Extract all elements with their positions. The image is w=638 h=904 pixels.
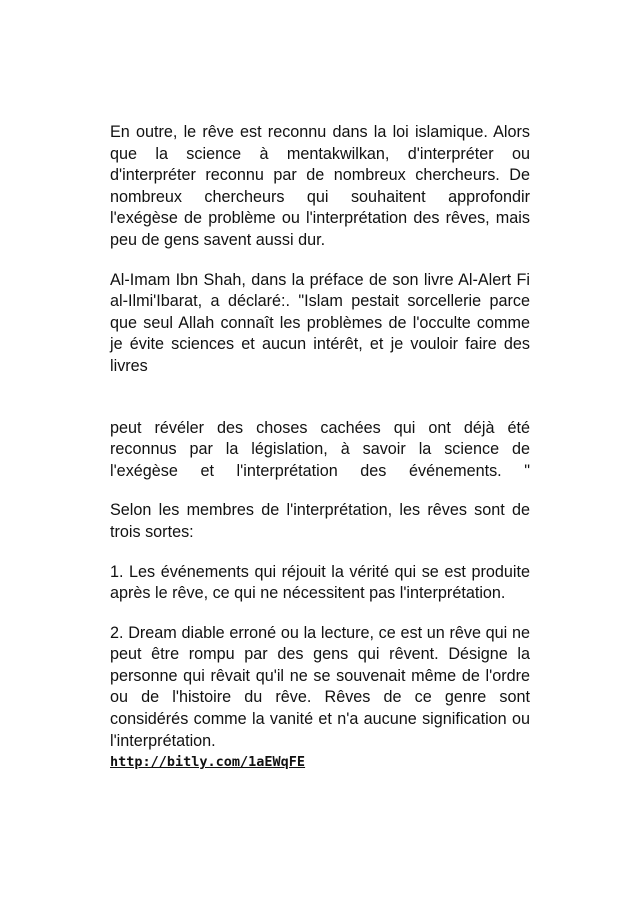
paragraph-type-two: 2. Dream diable erroné ou la lecture, ce est un rêve qui ne peut être rompu par des gens qui rêvent. Désigne la personne qui rêvait qu'il ne se souvenait même de l'ordre ou de l'histoire du rêve. Rêves de ce genre sont considérés comme la vanité et n'a aucune signification ou l'interprétation.	[110, 623, 530, 750]
paragraph-quote-continued: peut révéler des choses cachées qui ont déjà été reconnus par la législation, à savoir la science de l'exégèse et l'interprétation des événements. "	[110, 418, 530, 480]
paragraph-intro: En outre, le rêve est reconnu dans la loi islamique. Alors que la science à mentakwilkan, d'interpréter ou d'interpréter reconnu par de nombreux chercheurs. De nombreux chercheurs qui souhaitent approfondir l'exégèse de problème ou l'interprétation des rêves, mais peu de gens savent aussi dur.	[110, 123, 530, 249]
paragraph-type-one: 1. Les événements qui réjouit la vérité qui se est produite après le rêve, ce qui ne nécessitent pas l'interprétation.	[110, 562, 530, 603]
document-page	[110, 122, 530, 771]
source-link[interactable]: http://bitly.com/1aEWqFE	[110, 754, 306, 771]
paragraph-imam-quote: Al-Imam Ibn Shah, dans la préface de son livre Al-Alert Fi al-Ilmi'Ibarat, a déclaré:. "Islam pestait sorcellerie parce que seul Allah connaît les problèmes de l'occulte comme je évite sciences et aucun intérêt, et je vouloir faire des livres	[110, 270, 530, 375]
paragraph-types-intro: Selon les membres de l'interprétation, les rêves sont de trois sortes:	[110, 501, 530, 541]
